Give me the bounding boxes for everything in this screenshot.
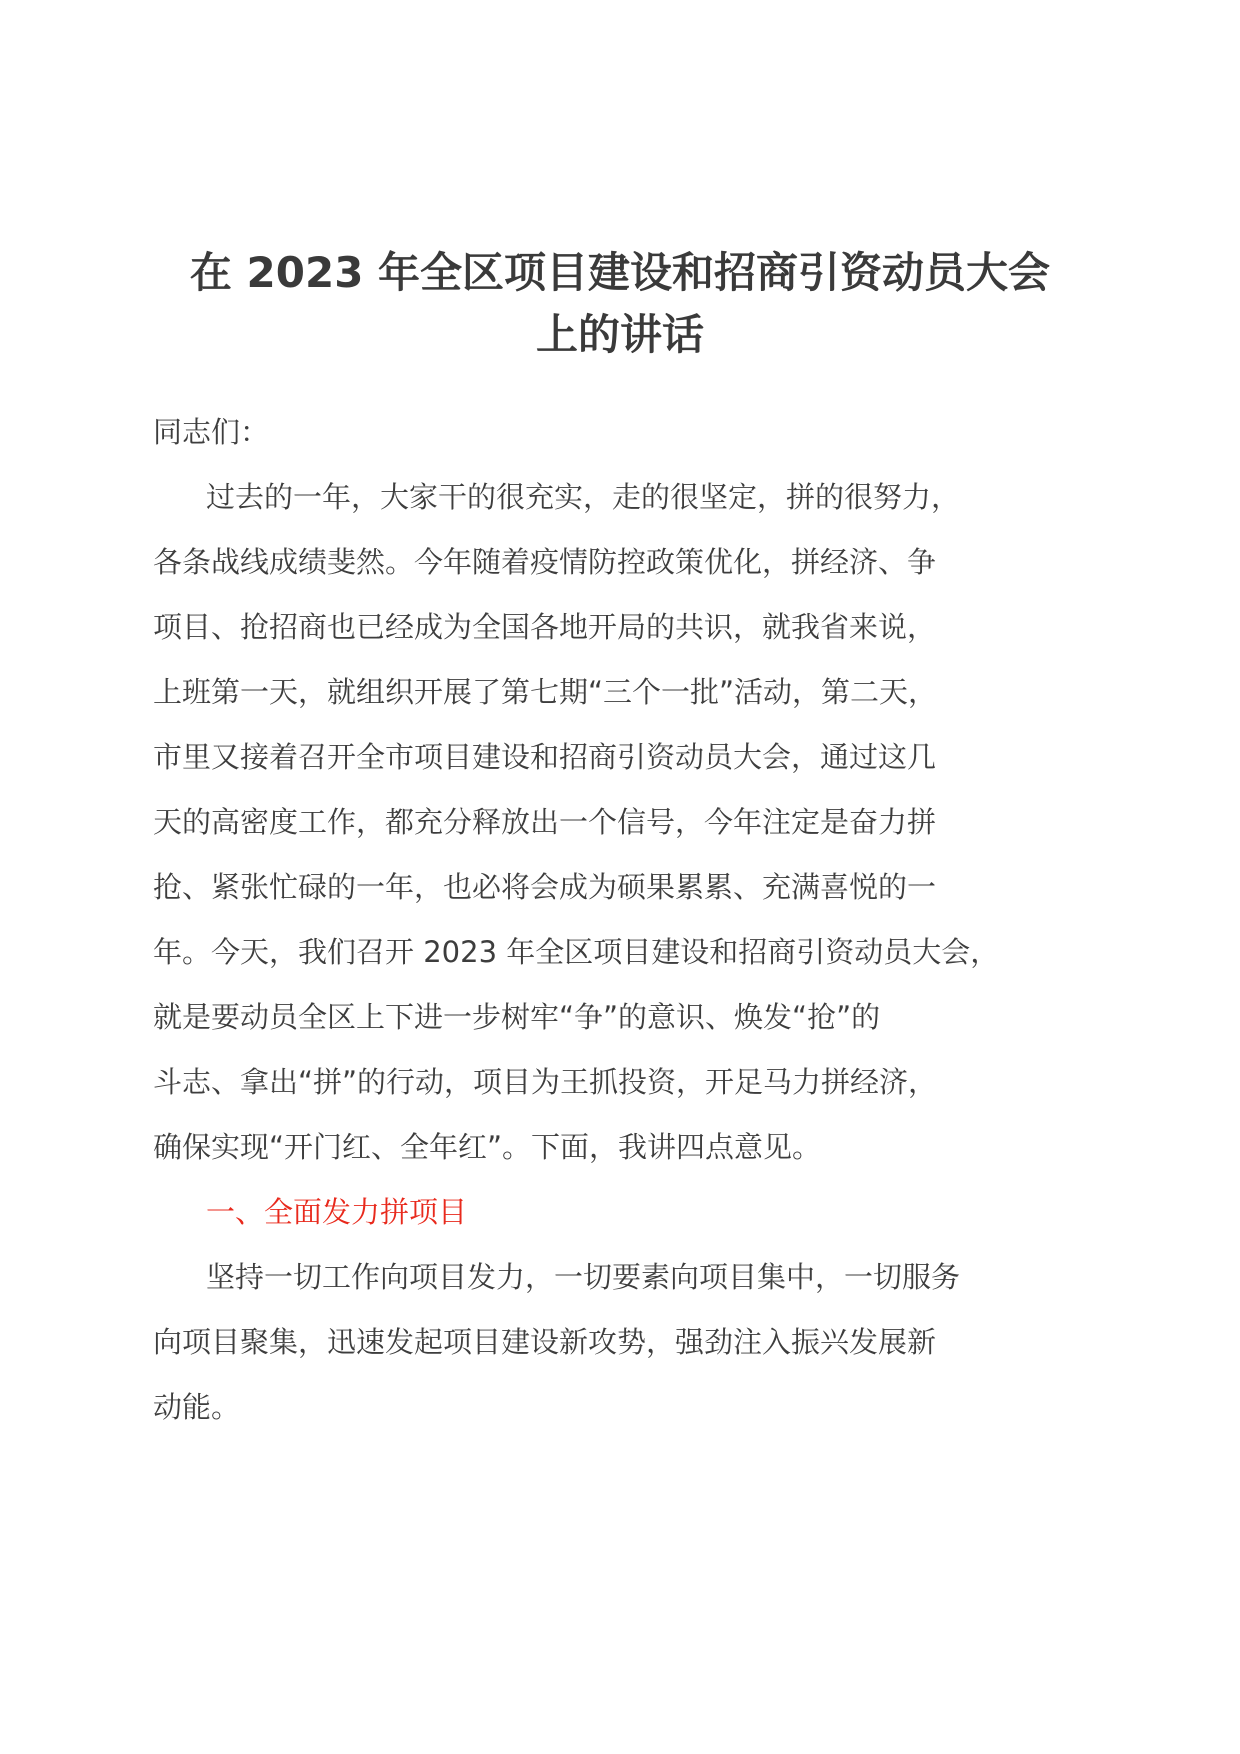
paragraph-line: 坚持一切工作向项目发力，一切要素向项目集中，一切服务 bbox=[206, 1260, 961, 1294]
paragraph-line: 就是要动员全区上下进一步树牢“争”的意识、焕发“抢”的 bbox=[153, 1000, 881, 1034]
paragraph-line: 各条战线成绩斐然。今年随着疫情防控政策优化，拼经济、争 bbox=[153, 545, 937, 579]
document-body bbox=[153, 400, 1113, 1440]
paragraph-line: 上班第一天，就组织开展了第七期“三个一批”活动，第二天， bbox=[153, 675, 938, 709]
paragraph-line: 抢、紧张忙碌的一年，也必将会成为硕果累累、充满喜悦的一 bbox=[153, 870, 937, 904]
paragraph-line: 年。今天，我们召开 2023 年全区项目建设和招商引资动员大会， bbox=[153, 935, 1000, 969]
paragraph-line: 向项目聚集，迅速发起项目建设新攻势，强劲注入振兴发展新 bbox=[153, 1325, 937, 1359]
paragraph-line: 动能。 bbox=[153, 1390, 241, 1424]
paragraph-line: 确保实现“开门红、全年红”。下面，我讲四点意见。 bbox=[153, 1130, 822, 1164]
paragraph-line: 天的高密度工作，都充分释放出一个信号，今年注定是奋力拼 bbox=[153, 805, 937, 839]
title-line-2: 上的讲话 bbox=[535, 310, 704, 359]
paragraph-line: 项目、抢招商也已经成为全国各地开局的共识，就我省来说， bbox=[153, 610, 937, 644]
section-heading: 一、全面发力拼项目 bbox=[206, 1195, 468, 1229]
salutation: 同志们： bbox=[153, 415, 270, 449]
paragraph-line: 市里又接着召开全市项目建设和招商引资动员大会，通过这几 bbox=[153, 740, 937, 774]
paragraph-line: 斗志、拿出“拼”的行动，项目为王抓投资，开足马力拼经济， bbox=[153, 1065, 938, 1099]
paragraph-line: 过去的一年，大家干的很充实，走的很坚定，拼的很努力， bbox=[206, 480, 961, 514]
title-line-1: 在 2023 年全区项目建设和招商引资动员大会 bbox=[189, 248, 1051, 297]
document-title bbox=[130, 242, 1110, 366]
